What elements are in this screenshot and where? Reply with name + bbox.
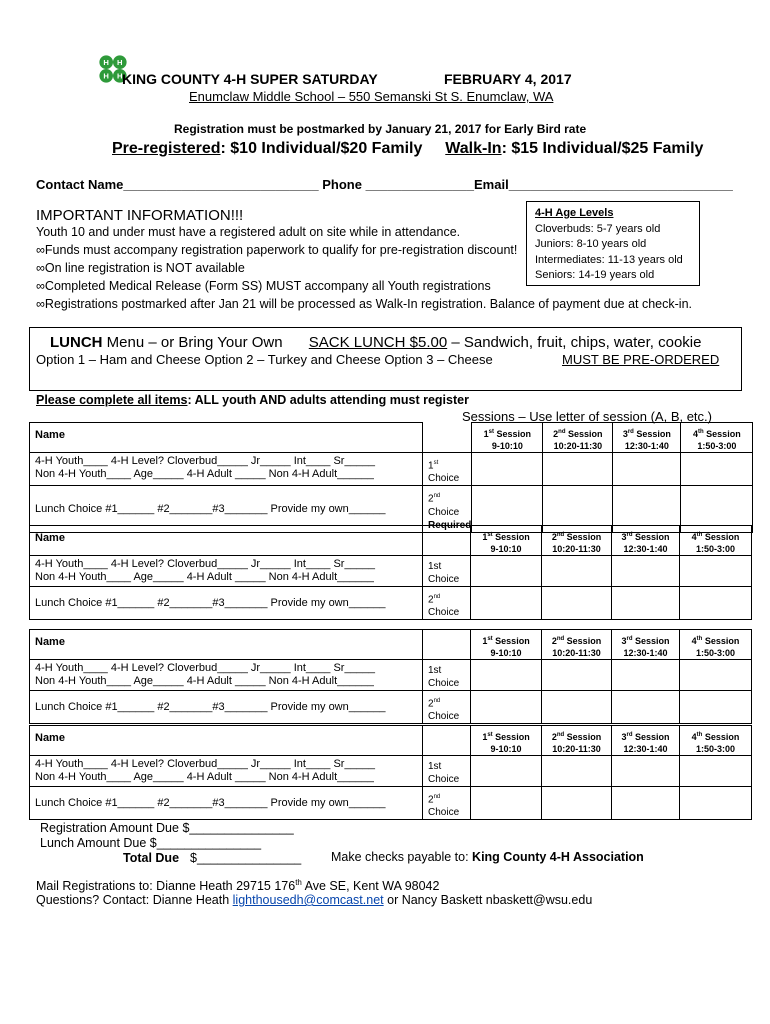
session-header: 4th Session 1:50-3:00 bbox=[680, 726, 752, 756]
walkin-label: Walk-In bbox=[445, 140, 502, 157]
first-choice-cell[interactable] bbox=[471, 556, 542, 587]
session-header: 4th Session 1:50-3:00 bbox=[680, 526, 752, 556]
registration-amount: Registration Amount Due $_______________ bbox=[40, 821, 294, 835]
first-choice-cell[interactable] bbox=[543, 453, 613, 486]
name-field[interactable]: Name bbox=[30, 630, 423, 660]
lunch-choice-field[interactable]: Lunch Choice #1______ #2_______#3_______ Provide my own______ bbox=[30, 587, 423, 620]
registrant-table bbox=[29, 525, 752, 620]
session-header: 3rd Session 12:30-1:40 bbox=[612, 630, 680, 660]
session-header: 3rd Session 12:30-1:40 bbox=[613, 423, 681, 453]
first-choice-label: 1st Choice bbox=[423, 453, 472, 486]
member-type-field[interactable]: 4-H Youth____ 4-H Level? Cloverbud_____ Jr_____ Int____ Sr_____ Non 4-H Youth____ Age_____ 4-H Adult _____ Non 4-H Adult______ bbox=[30, 453, 423, 486]
member-type-field[interactable]: 4-H Youth____ 4-H Level? Cloverbud_____ Jr_____ Int____ Sr_____ Non 4-H Youth____ Age_____ 4-H Adult _____ Non 4-H Adult______ bbox=[30, 660, 423, 691]
prereg-price: : $10 Individual/$20 Family bbox=[220, 140, 423, 157]
header-blank bbox=[423, 526, 471, 556]
svg-text:H: H bbox=[117, 71, 123, 81]
mail-address bbox=[36, 878, 439, 893]
must-preorder: MUST BE PRE-ORDERED bbox=[562, 352, 720, 367]
event-location: Enumclaw Middle School – 550 Semanski St S. Enumclaw, WA bbox=[189, 89, 554, 104]
sessions-note: Sessions – Use letter of session (A, B, etc.) bbox=[462, 409, 712, 424]
header-blank bbox=[423, 630, 471, 660]
svg-text:H: H bbox=[103, 57, 109, 67]
first-choice-cell[interactable] bbox=[612, 756, 680, 787]
event-date: FEBRUARY 4, 2017 bbox=[444, 71, 572, 87]
walkin-price: : $15 Individual/$25 Family bbox=[501, 140, 704, 157]
age-levels-title: 4-H Age Levels bbox=[535, 207, 614, 219]
questions-text: Questions? Contact: Dianne Heath bbox=[36, 893, 233, 907]
second-choice-cell[interactable] bbox=[542, 787, 612, 820]
info-line-3: ∞On line registration is NOT available bbox=[36, 261, 245, 275]
first-choice-cell[interactable] bbox=[680, 556, 752, 587]
svg-text:H: H bbox=[117, 57, 123, 67]
registrant-table bbox=[29, 629, 752, 724]
age-level-item: Cloverbuds: 5-7 years old bbox=[535, 222, 661, 235]
first-choice-cell[interactable] bbox=[471, 756, 542, 787]
first-choice-label: 1st Choice bbox=[423, 756, 471, 787]
svg-text:H: H bbox=[103, 71, 109, 81]
payable-text: Make checks payable to: bbox=[331, 850, 473, 864]
name-field[interactable]: Name bbox=[30, 423, 423, 453]
info-line-2: ∞Funds must accompany registration paperwork to qualify for pre-registration discount! bbox=[36, 243, 518, 257]
questions-text-2: or Nancy Baskett nbaskett@wsu.edu bbox=[383, 893, 593, 907]
first-choice-cell[interactable] bbox=[542, 556, 612, 587]
first-choice-cell[interactable] bbox=[612, 660, 680, 691]
lunch-line-1 bbox=[50, 334, 701, 351]
first-choice-cell[interactable] bbox=[681, 453, 753, 486]
first-choice-cell[interactable] bbox=[680, 660, 752, 691]
lunch-choice-field[interactable]: Lunch Choice #1______ #2_______#3_______ Provide my own______ bbox=[30, 787, 423, 820]
second-choice-cell[interactable] bbox=[612, 787, 680, 820]
lunch-options: Option 1 – Ham and Cheese Option 2 – Turkey and Cheese Option 3 – Cheese bbox=[36, 352, 493, 367]
important-info-title: IMPORTANT INFORMATION!!! bbox=[36, 207, 244, 224]
session-header: 4th Session 1:50-3:00 bbox=[680, 630, 752, 660]
session-header: 4th Session 1:50-3:00 bbox=[681, 423, 753, 453]
second-choice-cell[interactable] bbox=[680, 787, 752, 820]
session-header: 2nd Session 10:20-11:30 bbox=[542, 726, 612, 756]
first-choice-cell[interactable] bbox=[471, 660, 542, 691]
mail-sup: th bbox=[295, 878, 302, 887]
session-header: 2nd Session 10:20-11:30 bbox=[543, 423, 613, 453]
info-line-4: ∞Completed Medical Release (Form SS) MUST accompany all Youth registrations bbox=[36, 279, 491, 293]
pricing-line bbox=[112, 140, 703, 158]
session-header: 2nd Session 10:20-11:30 bbox=[542, 630, 612, 660]
session-header: 1st Session 9-10:10 bbox=[471, 726, 542, 756]
checks-payable bbox=[331, 850, 644, 864]
lunch-menu-text: Menu – or Bring Your Own bbox=[102, 334, 283, 351]
registration-deadline: Registration must be postmarked by January 21, 2017 for Early Bird rate bbox=[174, 122, 587, 136]
second-choice-cell[interactable] bbox=[612, 691, 680, 724]
event-title: KING COUNTY 4-H SUPER SATURDAY bbox=[122, 71, 378, 87]
info-line-5: ∞Registrations postmarked after Jan 21 will be processed as Walk-In registration. Balance of payment due at check-in. bbox=[36, 297, 692, 311]
all-must-register: : ALL youth AND adults attending must register bbox=[187, 393, 469, 407]
first-choice-cell[interactable] bbox=[612, 556, 680, 587]
header-blank bbox=[423, 726, 471, 756]
header-blank bbox=[423, 423, 472, 453]
second-choice-cell[interactable] bbox=[471, 787, 542, 820]
second-choice-label: 2nd Choice bbox=[423, 587, 471, 620]
complete-all-items: Please complete all items bbox=[36, 393, 188, 407]
first-choice-label: 1st Choice bbox=[423, 556, 471, 587]
total-due-label: Total Due bbox=[123, 851, 180, 865]
member-type-field[interactable]: 4-H Youth____ 4-H Level? Cloverbud_____ Jr_____ Int____ Sr_____ Non 4-H Youth____ Age_____ 4-H Adult _____ Non 4-H Adult______ bbox=[30, 556, 423, 587]
session-header: 2nd Session 10:20-11:30 bbox=[542, 526, 612, 556]
second-choice-label: 2nd Choice Required bbox=[423, 486, 472, 532]
second-choice-label: 2nd Choice bbox=[423, 691, 471, 724]
total-due-blank: $_______________ bbox=[190, 851, 302, 865]
contact-line: Contact Name___________________________ Phone _______________Email_______________________________ bbox=[36, 177, 733, 192]
session-header: 3rd Session 12:30-1:40 bbox=[612, 526, 680, 556]
second-choice-label: 2nd Choice bbox=[423, 787, 471, 820]
second-choice-cell[interactable] bbox=[612, 587, 680, 620]
session-header: 1st Session 9-10:10 bbox=[471, 630, 542, 660]
age-levels-box bbox=[526, 201, 700, 286]
sack-lunch-price: SACK LUNCH $5.00 bbox=[308, 334, 448, 351]
age-level-item: Intermediates: 11-13 years old bbox=[535, 253, 683, 266]
second-choice-cell[interactable] bbox=[542, 587, 612, 620]
second-choice-cell[interactable] bbox=[471, 691, 542, 724]
lunch-choice-field[interactable]: Lunch Choice #1______ #2_______#3_______ Provide my own______ bbox=[30, 691, 423, 724]
session-header: 1st Session 9-10:10 bbox=[471, 526, 542, 556]
first-choice-label: 1st Choice bbox=[423, 660, 471, 691]
lunch-amount: Lunch Amount Due $_______________ bbox=[40, 836, 262, 850]
lunch-heading: LUNCH bbox=[50, 334, 103, 351]
first-choice-cell[interactable] bbox=[613, 453, 681, 486]
mail-text: Mail Registrations to: Dianne Heath 29715 176 bbox=[36, 879, 296, 894]
age-level-item: Juniors: 8-10 years old bbox=[535, 238, 647, 250]
name-field[interactable]: Name bbox=[30, 726, 423, 756]
first-choice-cell[interactable] bbox=[472, 453, 543, 486]
prereg-label: Pre-registered bbox=[112, 140, 221, 157]
name-field[interactable]: Name bbox=[30, 526, 423, 556]
first-choice-cell[interactable] bbox=[542, 660, 612, 691]
first-choice-cell[interactable] bbox=[680, 756, 752, 787]
session-header: 3rd Session 12:30-1:40 bbox=[612, 726, 680, 756]
questions-line bbox=[36, 893, 592, 907]
registrant-table bbox=[29, 725, 752, 820]
lunch-choice-field[interactable]: Lunch Choice #1______ #2_______#3_______ Provide my own______ bbox=[30, 486, 423, 532]
email-link[interactable]: lighthousedh@comcast.net bbox=[232, 893, 384, 907]
info-line-1: Youth 10 and under must have a registered adult on site while in attendance. bbox=[36, 225, 461, 239]
instructions bbox=[36, 393, 469, 407]
payable-org: King County 4-H Association bbox=[472, 850, 644, 864]
member-type-field[interactable]: 4-H Youth____ 4-H Level? Cloverbud_____ Jr_____ Int____ Sr_____ Non 4-H Youth____ Age_____ 4-H Adult _____ Non 4-H Adult______ bbox=[30, 756, 423, 787]
second-choice-cell[interactable] bbox=[680, 587, 752, 620]
first-choice-cell[interactable] bbox=[542, 756, 612, 787]
mail-text-2: Ave SE, Kent WA 98042 bbox=[301, 879, 440, 894]
age-level-item: Seniors: 14-19 years old bbox=[535, 269, 655, 281]
registrant-table bbox=[29, 422, 753, 533]
session-header: 1st Session 9-10:10 bbox=[472, 423, 543, 453]
second-choice-cell[interactable] bbox=[471, 587, 542, 620]
second-choice-cell[interactable] bbox=[542, 691, 612, 724]
second-choice-cell[interactable] bbox=[680, 691, 752, 724]
sack-lunch-contents: – Sandwich, fruit, chips, water, cookie bbox=[447, 334, 702, 351]
